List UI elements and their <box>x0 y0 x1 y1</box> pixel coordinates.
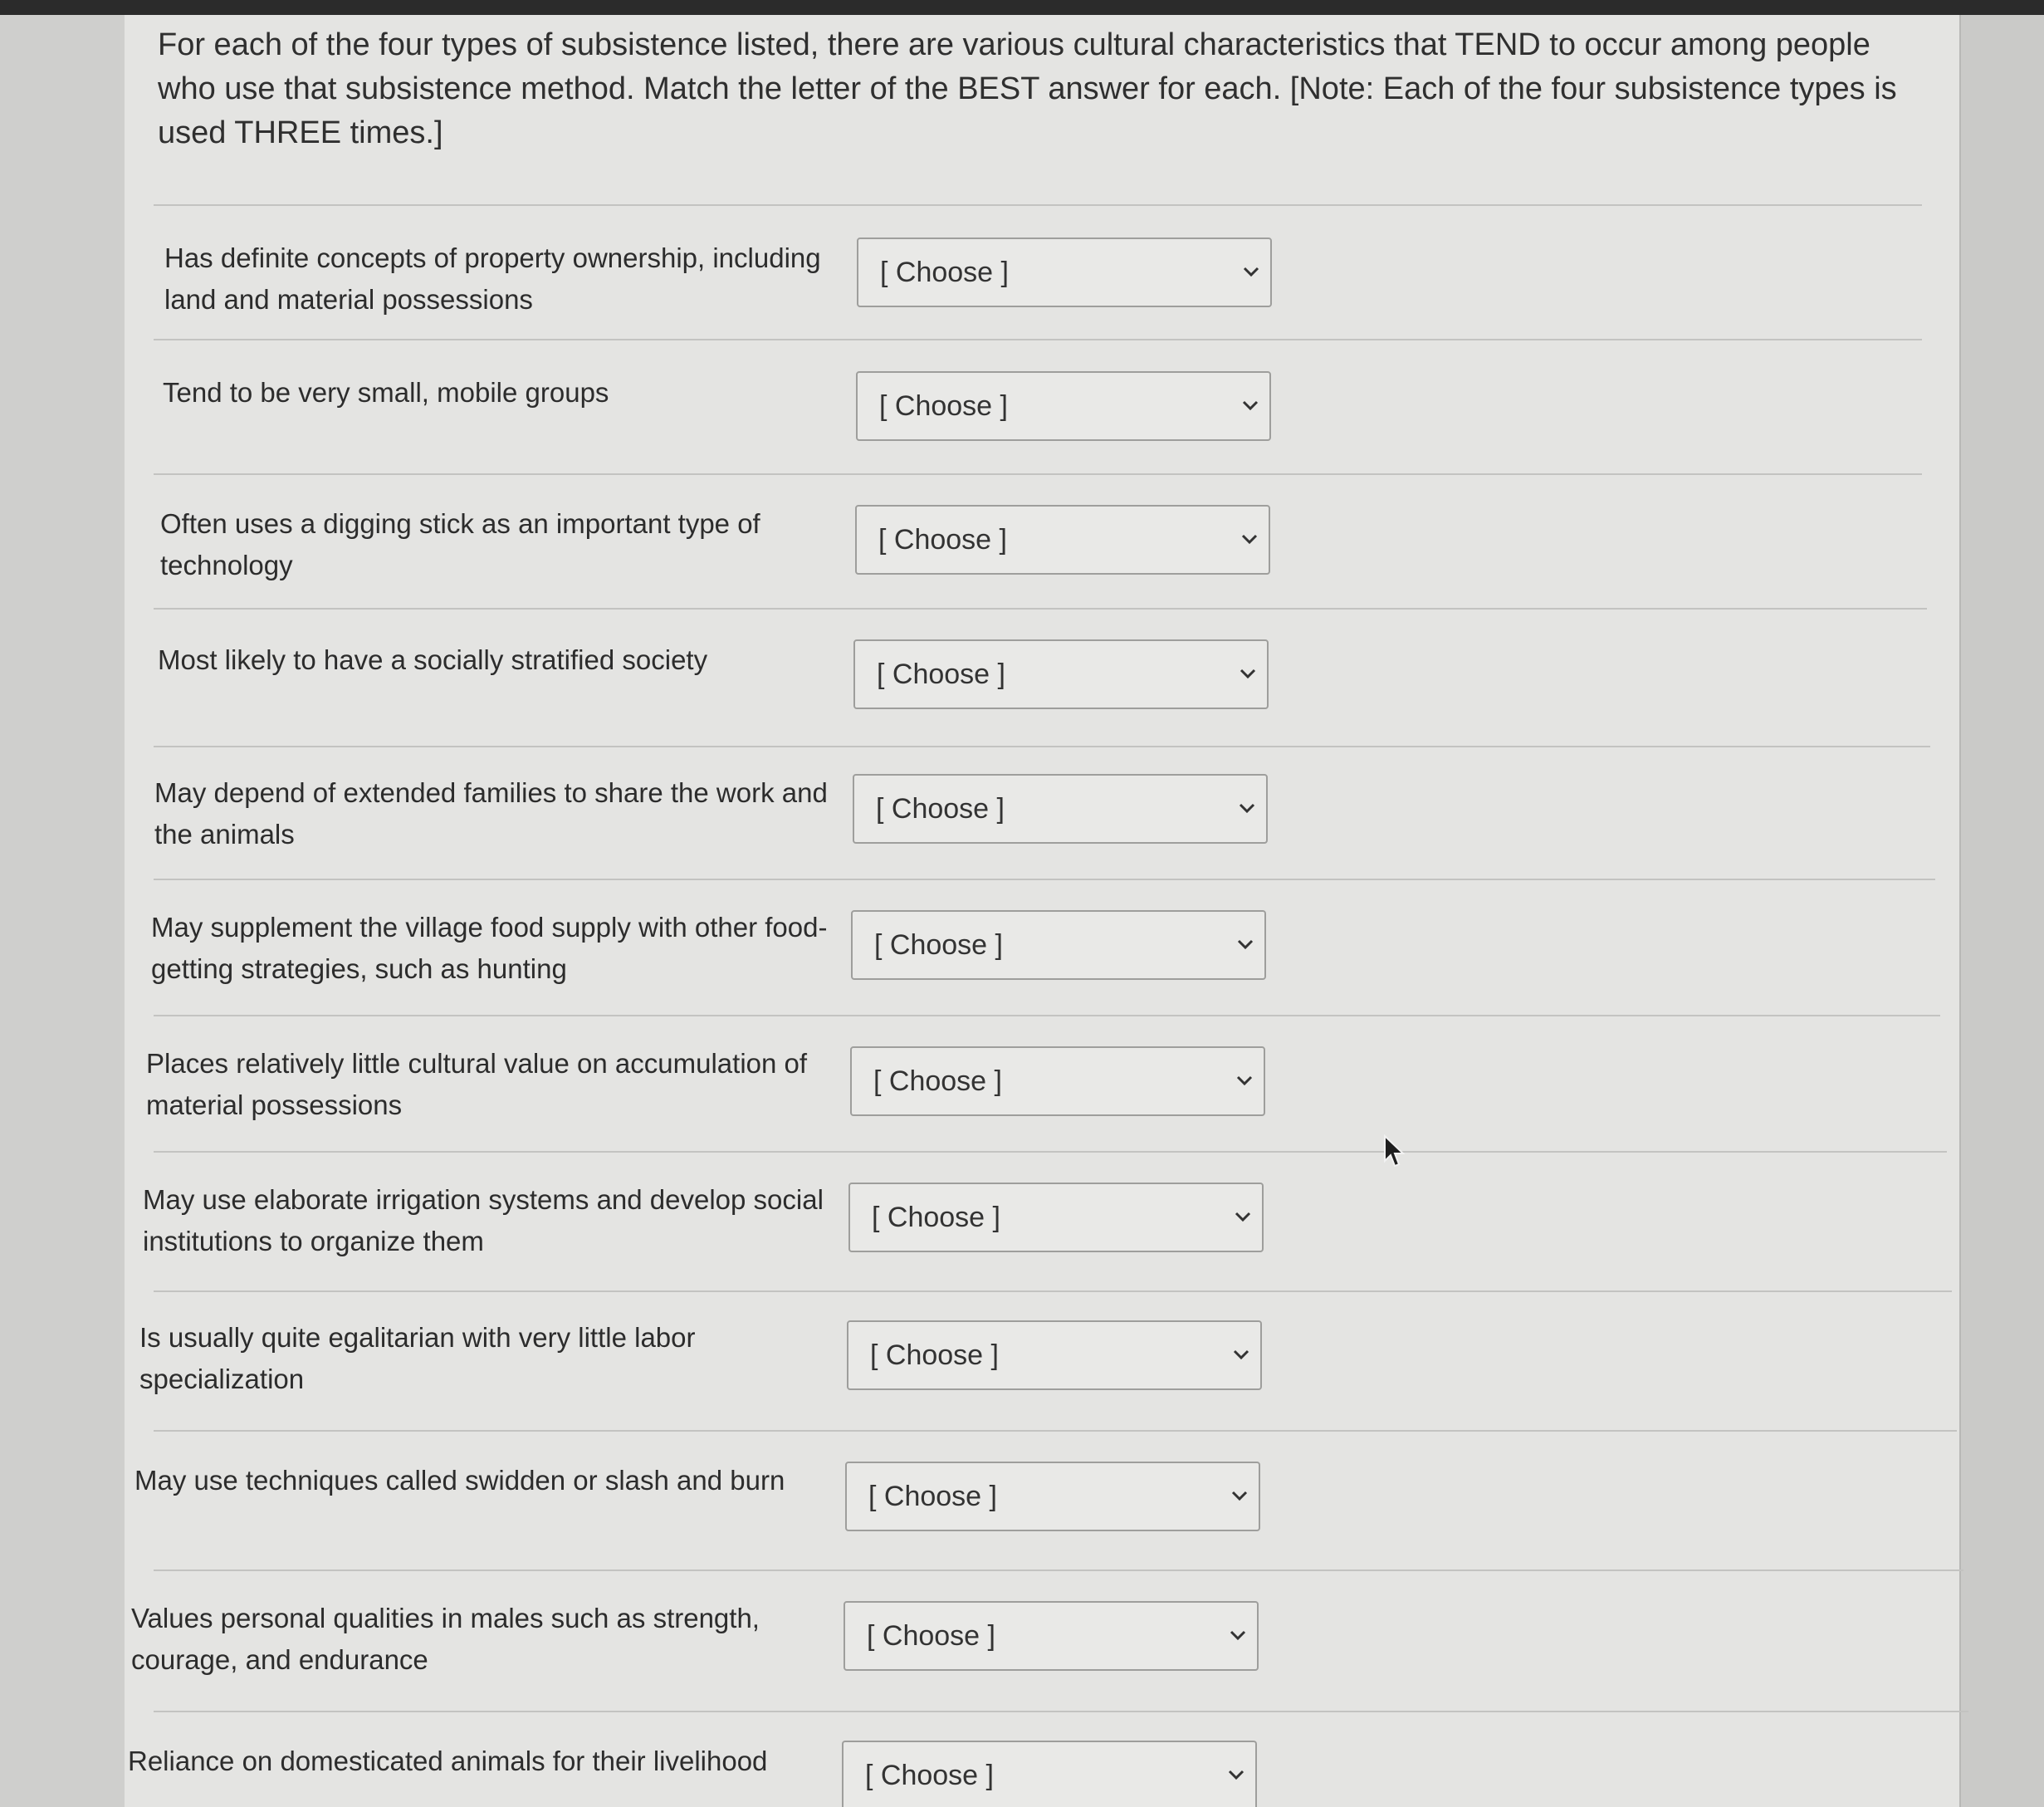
matching-prompt-10: May use techniques called swidden or slash and burn <box>134 1465 785 1496</box>
chevron-down-icon <box>1230 1344 1252 1365</box>
divider <box>154 1151 1947 1153</box>
divider <box>154 1015 1940 1016</box>
select-value: [ Choose ] <box>873 1065 1002 1097</box>
answer-select-12[interactable] <box>842 1741 1257 1807</box>
divider <box>154 1290 1952 1292</box>
select-value: [ Choose ] <box>880 257 1009 288</box>
answer-select-10[interactable] <box>845 1462 1260 1531</box>
divider <box>154 473 1922 475</box>
answer-select-7[interactable] <box>850 1046 1265 1116</box>
chevron-down-icon <box>1225 1764 1247 1785</box>
left-gutter <box>0 15 126 1807</box>
matching-prompt-7: Places relatively little cultural value on accumulation of material possessions <box>146 1048 808 1120</box>
mouse-pointer-icon <box>1383 1134 1406 1169</box>
chevron-down-icon <box>1236 797 1258 819</box>
select-value: [ Choose ] <box>865 1760 994 1791</box>
select-value: [ Choose ] <box>867 1620 995 1652</box>
matching-prompt-1: Has definite concepts of property ownership, including land and material possessions <box>164 242 821 315</box>
divider <box>154 1430 1957 1432</box>
matching-prompt-8: May use elaborate irrigation systems and develop social institutions to organize them <box>143 1184 824 1256</box>
chevron-down-icon <box>1240 394 1261 416</box>
answer-select-11[interactable] <box>844 1601 1259 1671</box>
chevron-down-icon <box>1240 261 1262 282</box>
chevron-down-icon <box>1229 1485 1250 1506</box>
select-value: [ Choose ] <box>872 1202 1000 1233</box>
select-value: [ Choose ] <box>870 1339 999 1371</box>
select-value: [ Choose ] <box>874 929 1003 961</box>
answer-select-3[interactable] <box>855 505 1270 575</box>
question-instructions: For each of the four types of subsistence listed, there are various cultural characteristics that TEND to occur among people who use that subsistence method. Match the letter of the BEST answer for each. [Note: Each of the four subsistence types is used THREE times.] <box>158 27 1897 150</box>
matching-prompt-2: Tend to be very small, mobile groups <box>163 377 609 408</box>
chevron-down-icon <box>1234 1070 1255 1091</box>
chevron-down-icon <box>1232 1206 1254 1227</box>
select-value: [ Choose ] <box>868 1481 997 1512</box>
right-gutter <box>1959 15 2044 1807</box>
matching-prompt-11: Values personal qualities in males such as strength, courage, and endurance <box>131 1603 760 1675</box>
answer-select-8[interactable] <box>848 1183 1264 1252</box>
divider <box>154 1569 1963 1571</box>
matching-prompt-12: Reliance on domesticated animals for their livelihood <box>128 1746 768 1776</box>
select-value: [ Choose ] <box>877 659 1005 690</box>
answer-select-1[interactable] <box>857 238 1272 307</box>
answer-select-5[interactable] <box>853 774 1268 844</box>
chevron-down-icon <box>1237 663 1259 684</box>
divider <box>154 608 1927 610</box>
matching-prompt-9: Is usually quite egalitarian with very little labor specialization <box>139 1322 696 1394</box>
top-bar <box>0 0 2044 15</box>
divider <box>154 879 1935 880</box>
matching-prompt-5: May depend of extended families to share the work and the animals <box>154 777 828 850</box>
chevron-down-icon <box>1227 1624 1249 1646</box>
select-value: [ Choose ] <box>876 793 1005 825</box>
divider <box>154 204 1922 206</box>
select-value: [ Choose ] <box>879 390 1008 422</box>
select-value: [ Choose ] <box>878 524 1007 556</box>
chevron-down-icon <box>1239 528 1260 550</box>
answer-select-4[interactable] <box>853 639 1269 709</box>
divider <box>154 746 1930 747</box>
matching-prompt-6: May supplement the village food supply with other food-getting strategies, such as hunting <box>151 912 828 984</box>
answer-select-6[interactable] <box>851 910 1266 980</box>
answer-select-9[interactable] <box>847 1320 1262 1390</box>
divider <box>154 1711 1968 1712</box>
matching-prompt-3: Often uses a digging stick as an important type of technology <box>160 508 760 580</box>
chevron-down-icon <box>1235 933 1256 955</box>
divider <box>154 339 1922 340</box>
matching-prompt-4: Most likely to have a socially stratified society <box>158 644 708 675</box>
answer-select-2[interactable] <box>856 371 1271 441</box>
